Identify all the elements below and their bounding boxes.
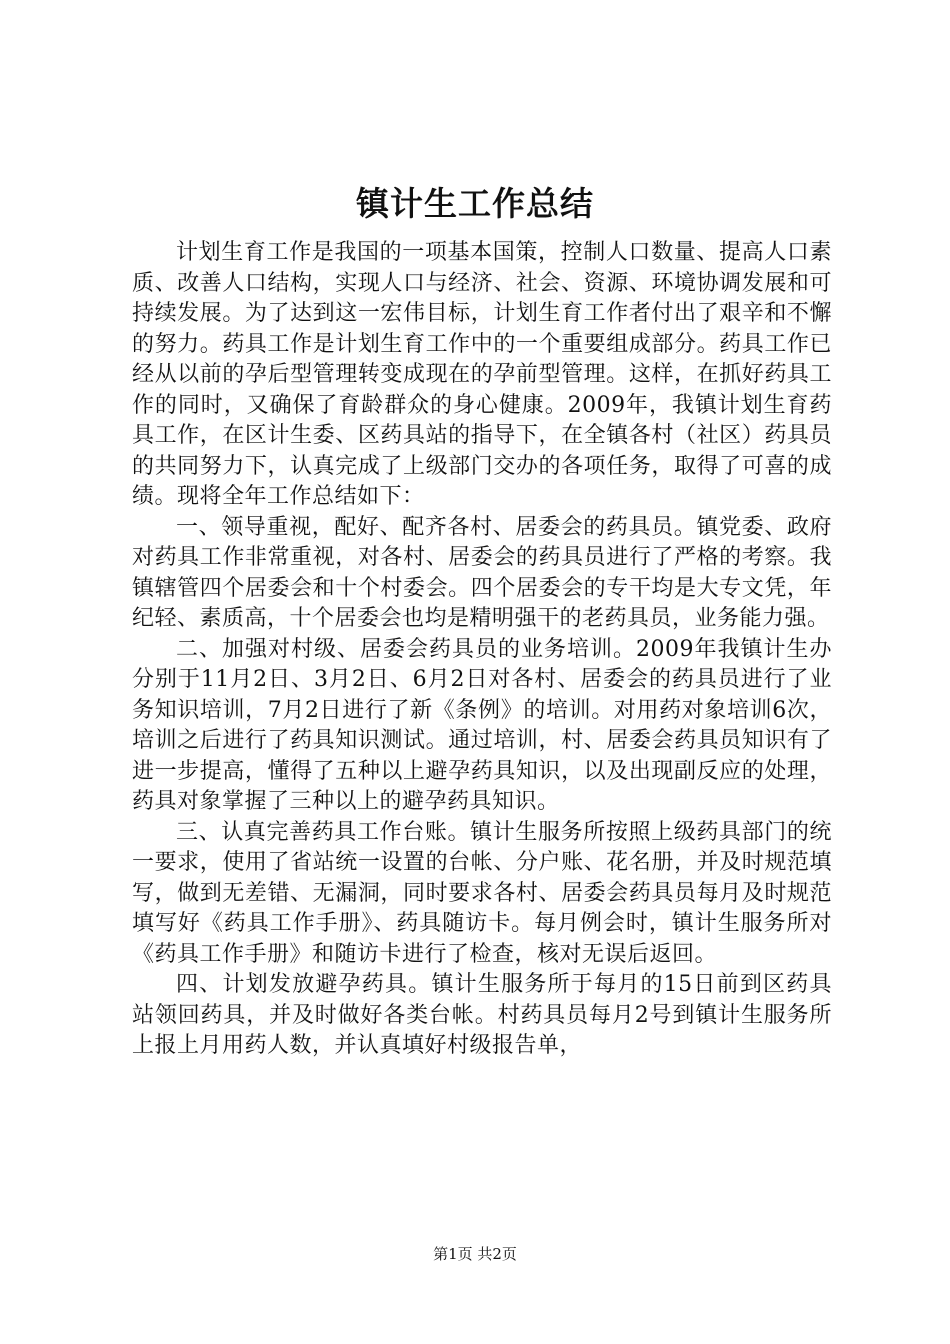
- page-number-footer: 第1页 共2页: [433, 1245, 517, 1263]
- paragraph-section-3: 三、认真完善药具工作台账。镇计生服务所按照上级药具部门的统一要求，使用了省站统一设置的台帐、分户账、花名册，并及时规范填写，做到无差错、无漏洞，同时要求各村、居委会药具员每月及时规范填写好《药具工作手册》、药具随访卡。每月例会时，镇计生服务所对《药具工作手册》和随访卡进行了检查，核对无误后返回。: [132, 819, 832, 967]
- document-body: [132, 238, 832, 1062]
- paragraph-intro: 计划生育工作是我国的一项基本国策，控制人口数量、提高人口素质、改善人口结构，实现人口与经济、社会、资源、环境协调发展和可持续发展。为了达到这一宏伟目标，计划生育工作者付出了艰辛和不懈的努力。药具工作是计划生育工作中的一个重要组成部分。药具工作已经从以前的孕后型管理转变成现在的孕前型管理。这样，在抓好药具工作的同时，又确保了育龄群众的身心健康。2009年，我镇计划生育药具工作，在区计生委、区药具站的指导下，在全镇各村（社区）药具员的共同努力下，认真完成了上级部门交办的各项任务，取得了可喜的成绩。现将全年工作总结如下：: [132, 240, 832, 509]
- document-title: 镇计生工作总结: [356, 184, 594, 223]
- paragraph-section-2: 二、加强对村级、居委会药具员的业务培训。2009年我镇计生办分别于11月2日、3月2日、6月2日对各村、居委会的药具员进行了业务知识培训，7月2日进行了新《条例》的培训。对用药对象培训6次，培训之后进行了药具知识测试。通过培训，村、居委会药具员知识有了进一步提高，懂得了五种以上避孕药具知识，以及出现副反应的处理，药具对象掌握了三种以上的避孕药具知识。: [132, 636, 832, 814]
- paragraph-section-4: 四、计划发放避孕药具。镇计生服务所于每月的15日前到区药具站领回药具，并及时做好各类台帐。村药具员每月2号到镇计生服务所上报上月用药人数，并认真填好村级报告单，: [132, 972, 832, 1058]
- paragraph-section-1: 一、领导重视，配好、配齐各村、居委会的药具员。镇党委、政府对药具工作非常重视，对各村、居委会的药具员进行了严格的考察。我镇辖管四个居委会和十个村委会。四个居委会的专干均是大专文凭，年纪轻、素质高，十个居委会也均是精明强干的老药具员，业务能力强。: [132, 514, 832, 631]
